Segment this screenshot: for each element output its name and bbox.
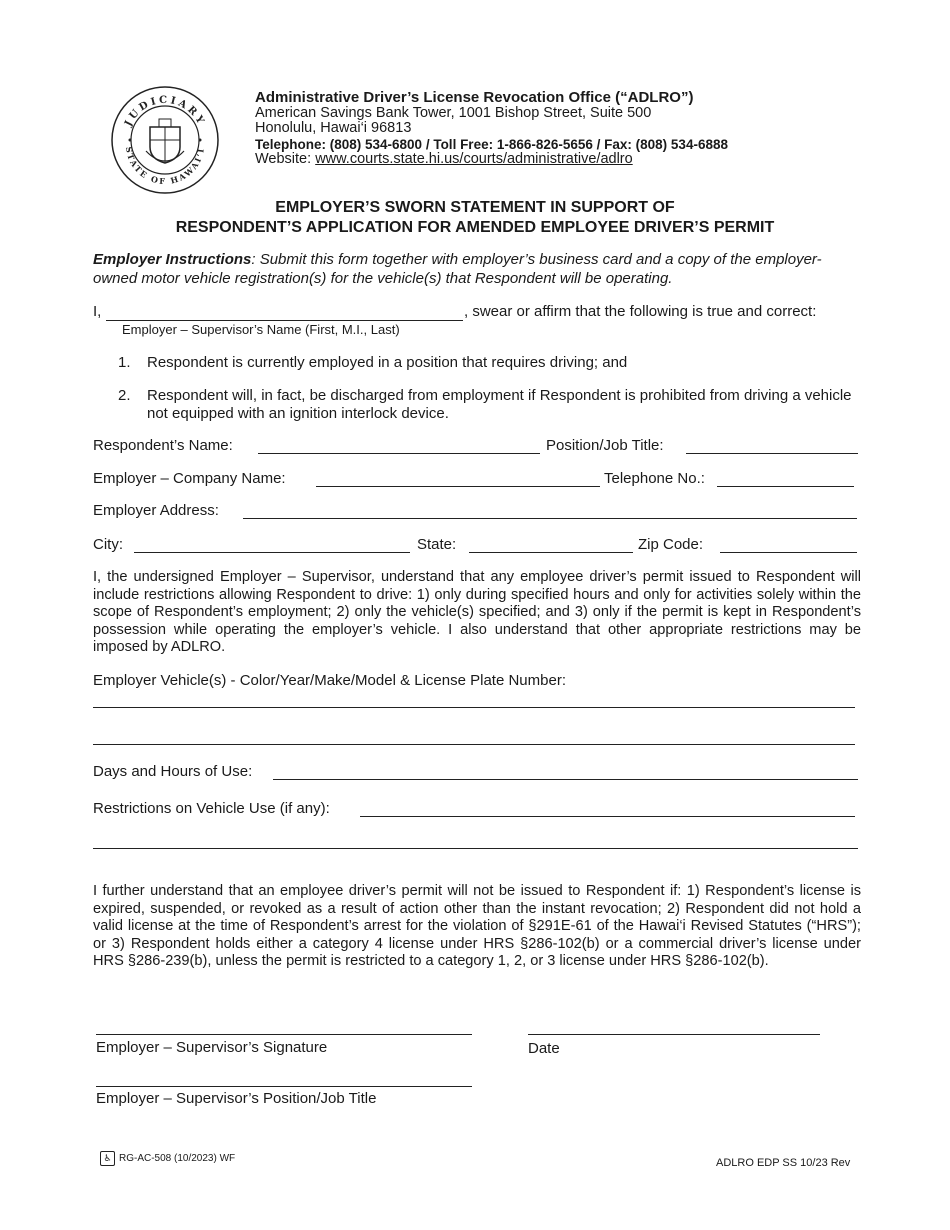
date-field[interactable] bbox=[528, 1034, 820, 1035]
days-hours-field[interactable] bbox=[273, 779, 858, 780]
form-code-left: RG-AC-508 (10/2023) WF bbox=[119, 1153, 236, 1165]
company-name-field[interactable] bbox=[316, 486, 600, 487]
position-title-field[interactable] bbox=[686, 453, 858, 454]
footer-left bbox=[100, 1151, 235, 1166]
form-title-line-2: RESPONDENT’S APPLICATION FOR AMENDED EMPLOYEE DRIVER’S PERMIT bbox=[175, 219, 775, 236]
website-label: Website: bbox=[255, 151, 316, 167]
position-title-label: Position/Job Title: bbox=[546, 437, 664, 454]
form-title-line-1: EMPLOYER’S SWORN STATEMENT IN SUPPORT OF bbox=[275, 199, 675, 216]
office-header bbox=[255, 90, 728, 168]
telephone-field[interactable] bbox=[717, 486, 854, 487]
supervisor-position-field[interactable] bbox=[96, 1086, 472, 1087]
item-1-text: Respondent is currently employed in a position that requires driving; and bbox=[147, 354, 628, 371]
seal-bottom-text: STATE OF HAWAI‘I bbox=[123, 146, 207, 187]
instructions-label: Employer Instructions bbox=[93, 251, 252, 268]
supervisor-name-caption: Employer – Supervisor’s Name (First, M.I., Last) bbox=[122, 322, 400, 337]
phone-line: Telephone: (808) 534-6800 / Toll Free: 1-866-826-5656 / Fax: (808) 534-6888 bbox=[255, 136, 728, 152]
employer-vehicles-field-line-2[interactable] bbox=[93, 744, 855, 745]
instructions-text: : Submit this form together with employer’s business card and a copy of the employer-owned motor vehicle registration(s) for the vehicle(s) that Respondent will be operating. bbox=[93, 251, 822, 287]
employer-address-field[interactable] bbox=[243, 518, 857, 519]
affirm-prefix: I, bbox=[93, 303, 102, 320]
zip-code-label: Zip Code: bbox=[638, 536, 704, 553]
item-2-number: 2. bbox=[118, 387, 131, 404]
company-name-label: Employer – Company Name: bbox=[93, 470, 286, 487]
permit-denial-paragraph: I further understand that an employee driver’s permit will not be issued to Respondent if: 1) Respondent’s license is expired, suspended, or revoked as a result of action other than the instant revocation; 2) Respondent did not hold a valid license at the time of Respondent’s arrest for the violation of §291E-61 of the Hawai‘i Revised Statutes (“HRS”); or 3) Respondent holds either a category 4 license under HRS §286-102(b) or a commercial driver’s license under HRS §286-239(b), unless the permit is restricted to a category 1, 2, or 3 license under HRS §286-102(b). bbox=[93, 883, 861, 969]
website-link[interactable]: www.courts.state.hi.us/courts/administrative/adlro bbox=[315, 151, 633, 167]
supervisor-signature-label: Employer – Supervisor’s Signature bbox=[96, 1039, 328, 1056]
supervisor-name-field[interactable] bbox=[106, 320, 463, 321]
respondent-name-field[interactable] bbox=[258, 453, 540, 454]
vehicle-restrictions-field-line-2[interactable] bbox=[93, 848, 858, 849]
website-line bbox=[255, 152, 728, 168]
address-line-2: Honolulu, Hawai‘i 96813 bbox=[255, 120, 412, 136]
accessibility-icon: ♿ bbox=[100, 1151, 115, 1166]
employer-instructions bbox=[93, 250, 863, 288]
state-field[interactable] bbox=[469, 552, 633, 553]
judiciary-seal-icon bbox=[110, 85, 220, 195]
employer-vehicles-field-line-1[interactable] bbox=[93, 707, 855, 708]
supervisor-position-label: Employer – Supervisor’s Position/Job Title bbox=[96, 1090, 377, 1107]
address-line-1: American Savings Bank Tower, 1001 Bishop Street, Suite 500 bbox=[255, 104, 652, 121]
employer-address-label: Employer Address: bbox=[93, 502, 219, 519]
days-hours-label: Days and Hours of Use: bbox=[93, 763, 253, 780]
restrictions-paragraph: I, the undersigned Employer – Supervisor, understand that any employee driver’s permit issued to Respondent will include restrictions allowing Respondent to drive: 1) only during specified hours and only for activities solely within the scope of Respondent’s employment; 2) only the vehicle(s) specified; and 3) only if the permit is kept in Respondent’s possession while operating the employer’s vehicle. I also understand that other appropriate restrictions may be imposed by ADLRO. bbox=[93, 569, 861, 655]
vehicle-restrictions-field[interactable] bbox=[360, 816, 855, 817]
employer-vehicles-label: Employer Vehicle(s) - Color/Year/Make/Model & License Plate Number: bbox=[93, 672, 566, 689]
supervisor-signature-field[interactable] bbox=[96, 1034, 472, 1035]
form-title bbox=[0, 198, 950, 238]
telephone-label: Telephone No.: bbox=[604, 470, 705, 487]
form-code-right: ADLRO EDP SS 10/23 Rev bbox=[716, 1157, 851, 1169]
affirm-suffix: , swear or affirm that the following is true and correct: bbox=[464, 303, 817, 320]
city-field[interactable] bbox=[134, 552, 410, 553]
item-2-text: Respondent will, in fact, be discharged from employment if Respondent is prohibited from driving a vehicle not equipped with an ignition interlock device. bbox=[147, 387, 852, 422]
respondent-name-label: Respondent’s Name: bbox=[93, 437, 233, 454]
state-label: State: bbox=[417, 536, 457, 553]
zip-code-field[interactable] bbox=[720, 552, 857, 553]
vehicle-restrictions-label: Restrictions on Vehicle Use (if any): bbox=[93, 800, 330, 817]
item-1-number: 1. bbox=[118, 354, 131, 371]
date-label: Date bbox=[528, 1040, 560, 1057]
city-label: City: bbox=[93, 536, 123, 553]
seal-top-text: JUDICIARY bbox=[123, 94, 207, 129]
office-name: Administrative Driver’s License Revocation Office (“ADLRO”) bbox=[255, 89, 694, 106]
